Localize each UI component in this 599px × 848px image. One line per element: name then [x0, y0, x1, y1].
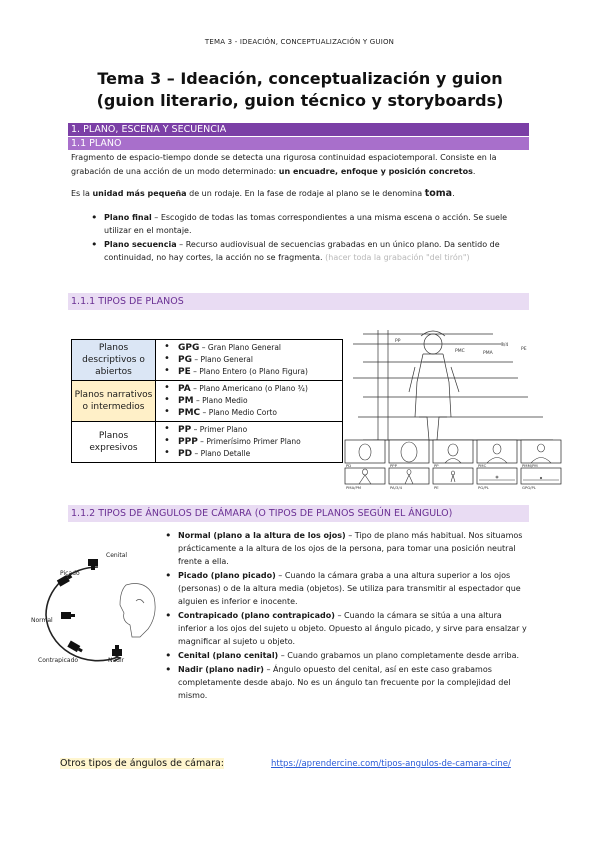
angle-term: Normal (plano a la altura de los ojos) [178, 531, 346, 540]
fig-label-top: PE [521, 347, 527, 352]
camera-icon [67, 641, 83, 655]
list-item [88, 211, 518, 237]
running-header: TEMA 3 - IDEACIÓN, CONCEPTUALIZACIÓN Y GUION [204, 38, 395, 46]
list-item [162, 448, 338, 460]
angle-term: Nadir (plano nadir) [178, 665, 264, 674]
desc: – Plano Entero (o Plano Figura) [190, 367, 308, 376]
intro-p2-a: Es la [71, 189, 93, 198]
list-item [162, 609, 532, 648]
plano-types-list [88, 211, 518, 265]
other-angles-link[interactable]: https://aprendercine.com/tipos-angulos-de-camara-cine/ [271, 759, 511, 769]
list-item [162, 395, 338, 407]
list-item [162, 569, 532, 608]
category-narrativos-items [156, 381, 343, 422]
plano-secuencia-term: Plano secuencia [104, 240, 177, 249]
fig-label-row1: PPP [390, 463, 397, 468]
category-expresivos: Planos expresivos [72, 422, 156, 463]
table-row [72, 381, 343, 422]
angle-text: – Cuando la cámara graba a una altura superior a los ojos (personas) o de la altura media (objetos). Se utiliza para transmitir al espectador que alguien es inferior e inocente. [178, 571, 521, 606]
list-item [162, 383, 338, 395]
abbr: PPP [178, 437, 198, 447]
fig-label-row2: PA/3/4 [390, 485, 403, 490]
planos-table [71, 339, 343, 463]
abbr: PG [178, 355, 192, 365]
angle-text: – Cuando la cámara se sitúa a una altura inferior a los ojos del sujeto u objeto. Opuesto al ángulo picado, y sirve para ensalzar y magnificar al sujeto u objeto. [178, 611, 527, 646]
abbr: PD [178, 449, 193, 459]
list-item [162, 424, 338, 436]
camera-icon [61, 612, 75, 619]
plano-definition [71, 151, 531, 179]
table-row [72, 422, 343, 463]
angle-term: Picado (plano picado) [178, 571, 276, 580]
fig-label-top: PP [395, 339, 401, 344]
angles-list [162, 529, 532, 703]
abbr: PE [178, 367, 191, 377]
table-row [72, 340, 343, 381]
fig-label-row2: PMA/PM [346, 485, 362, 490]
angle-text: – Cuando grabamos un plano completamente desde arriba. [278, 651, 520, 660]
angle-arc [46, 567, 118, 661]
list-item [162, 529, 532, 568]
angle-label-normal: Normal [31, 617, 53, 624]
intro-p1-bold: un encuadre, enfoque y posición concretos [278, 167, 473, 176]
desc: – Plano Detalle [192, 449, 251, 458]
abbr: GPG [178, 343, 200, 353]
abbr: PP [178, 425, 192, 435]
angle-label-picado: Picado [60, 570, 80, 577]
list-item [162, 354, 338, 366]
other-angles-label: Otros tipos de ángulos de cámara: [60, 758, 225, 769]
camera-icon [112, 645, 122, 656]
head-icon [120, 584, 155, 638]
intro-p2-end: . [452, 189, 455, 198]
list-item [162, 663, 532, 702]
list-item [88, 238, 518, 264]
angle-term: Contrapicado (plano contrapicado) [178, 611, 335, 620]
list-item [162, 366, 338, 378]
intro-p1: Fragmento de espacio-tiempo donde se detecta una rigurosa continuidad espaciotemporal. Consiste en la grabación de una acción de un modo determinado: [71, 153, 497, 176]
abbr: PA [178, 384, 191, 394]
fig-label-row1: PMM/PM [522, 463, 538, 468]
plano-secuencia-note: (hacer toda la grabación "del tirón") [325, 253, 470, 262]
fig-label-row2: PG/PL [478, 485, 489, 490]
intro-p1-end: . [472, 167, 476, 176]
fig-label-row1: PMC [478, 463, 487, 468]
angle-term: Cenital (plano cenital) [178, 651, 279, 660]
category-descriptivos-items [156, 340, 343, 381]
intro-p2-b: de un rodaje. En la fase de rodaje al plano se le denomina [186, 189, 425, 198]
angle-text: – Ángulo opuesto del cenital, así en este caso grabamos completamente desde abajo. No es un ángulo tan frecuente por la complejidad del mismo. [178, 665, 511, 700]
abbr: PMC [178, 408, 201, 418]
fig-label-row2: PE [434, 485, 439, 490]
list-item [162, 436, 338, 448]
category-narrativos: Planos narrativos o intermedios [72, 381, 156, 422]
desc: – Primer Plano [191, 425, 248, 434]
shot-sizes-illustration [343, 322, 567, 490]
section-heading-1-1-2: 1.1.2 TIPOS DE ÁNGULOS DE CÁMARA (O TIPOS DE PLANOS SEGÚN EL ÁNGULO) [68, 505, 529, 522]
title-line-1: Tema 3 – Ideación, conceptualización y guion [97, 69, 503, 88]
fig-label-row1: PD [346, 463, 352, 468]
page-title [20, 68, 580, 112]
fig-label-row1: PP [434, 463, 439, 468]
category-expresivos-items [156, 422, 343, 463]
desc: – Plano Medio Corto [200, 408, 277, 417]
fig-label-top: 3/4 [501, 343, 509, 348]
intro-p2-bold2: toma [424, 188, 453, 199]
desc: – Plano General [191, 355, 253, 364]
plano-unit-paragraph [71, 187, 531, 201]
angle-label-nadir: Nadir [108, 657, 125, 663]
angle-label-cenital: Cenital [106, 552, 128, 559]
angle-text: – Tipo de plano más habitual. Nos situamos prácticamente a la altura de los ojos de la persona, para tomar una posición neutral frente a ella. [178, 531, 523, 566]
fig-label-top: PMA [483, 351, 493, 356]
angle-label-contrapicado: Contrapicado [38, 657, 79, 663]
section-heading-1-1: 1.1 PLANO [68, 137, 529, 150]
list-item [162, 407, 338, 419]
abbr: PM [178, 396, 194, 406]
plano-final-term: Plano final [104, 213, 152, 222]
intro-p2-bold: unidad más pequeña [92, 189, 187, 198]
plano-final-text: – Escogido de todas las tomas correspondientes a una misma escena o acción. Se suele utilizar en el montaje. [104, 213, 508, 235]
fig-label-top: PMC [455, 349, 465, 354]
section-heading-1-1-1: 1.1.1 TIPOS DE PLANOS [68, 293, 529, 310]
category-descriptivos: Planos descriptivos o abiertos [72, 340, 156, 381]
section-heading-1: 1. PLANO, ESCENA Y SECUENCIA [68, 123, 529, 136]
desc: – Primerísimo Primer Plano [197, 437, 301, 446]
camera-angles-diagram [28, 545, 168, 663]
list-item [162, 649, 532, 662]
planos-table-wrapper [71, 339, 343, 463]
fig-label-row2: GPG/PL [522, 485, 536, 490]
desc: – Gran Plano General [199, 343, 282, 352]
desc: – Plano Americano (o Plano ¾) [190, 384, 308, 393]
title-line-2: (guion literario, guion técnico y storyboards) [96, 91, 504, 110]
list-item [162, 342, 338, 354]
desc: – Plano Medio [193, 396, 248, 405]
plano-secuencia-text: – Recurso audiovisual de secuencias grabadas en un único plano. Da sentido de continuidad, no hay cortes, la acción no se fragmenta. [104, 240, 500, 262]
